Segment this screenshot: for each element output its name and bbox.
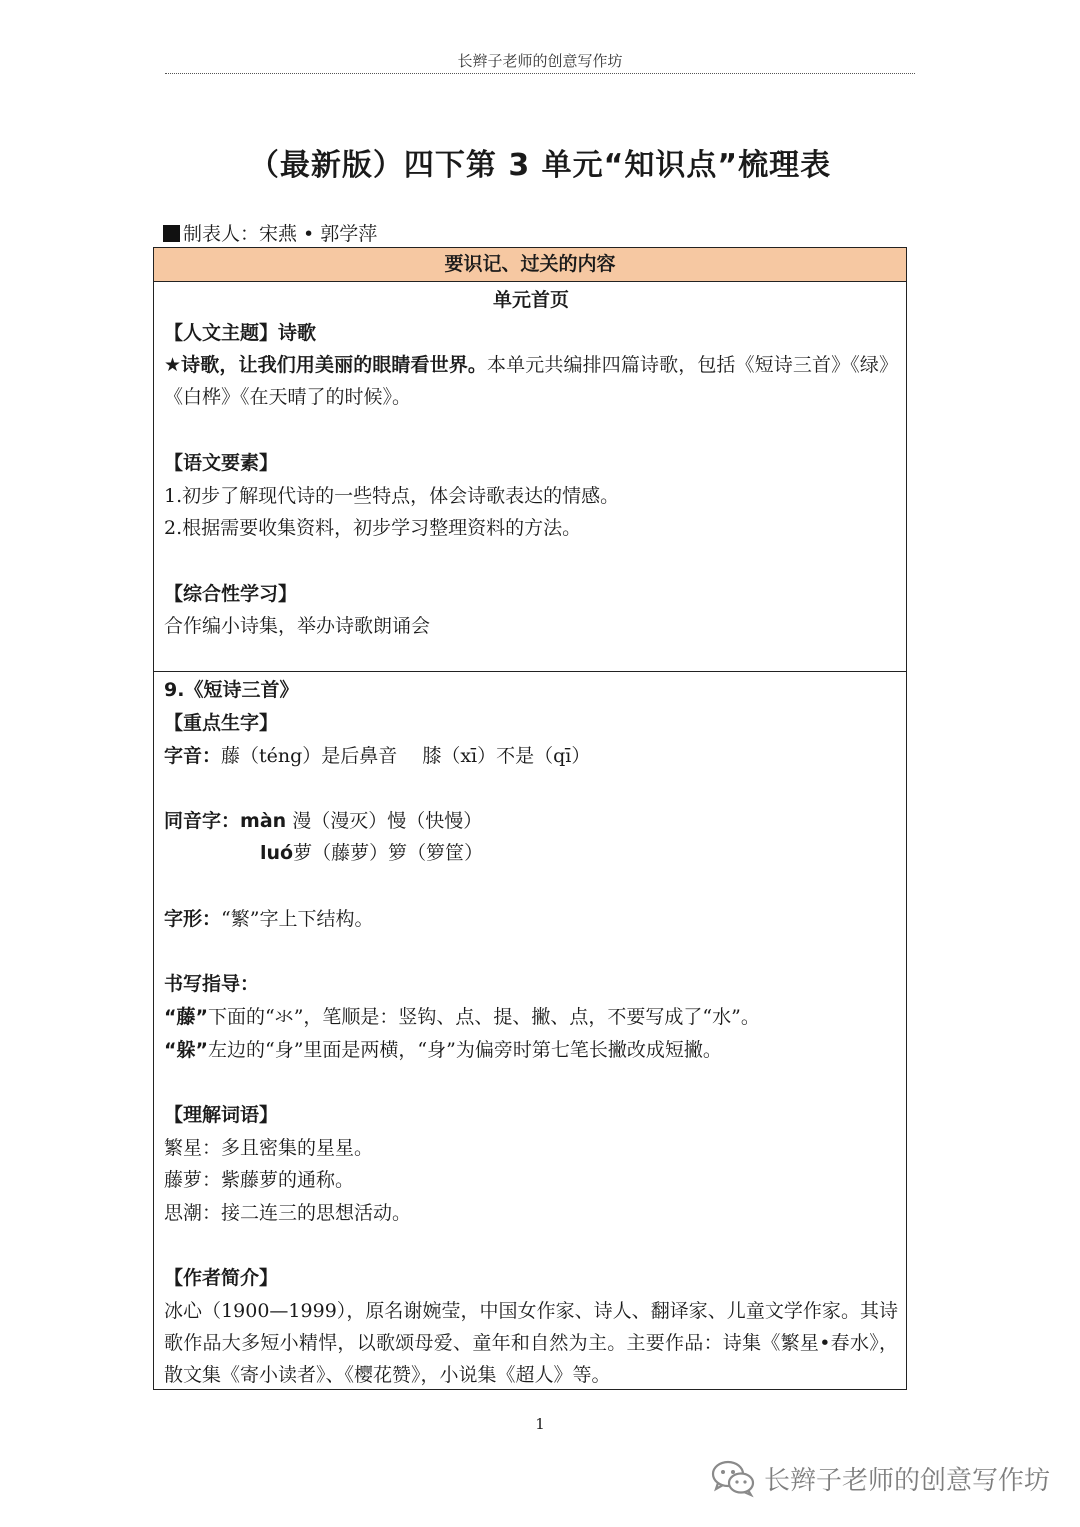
writing-label: 书写指导： [164, 973, 260, 995]
wechat-icon [710, 1458, 756, 1498]
study-label: 【综合性学习】 [164, 583, 298, 605]
word-item: 思潮：接二连三的思想活动。 [164, 1202, 412, 1224]
elements-label: 【语文要素】 [164, 452, 279, 474]
writing-tip [164, 1034, 898, 1066]
maker-line [163, 219, 377, 246]
element-item: 2.根据需要收集资料，初步学习整理资料的方法。 [164, 517, 582, 539]
homophone-text: 漫（漫灭）慢（快慢） [286, 810, 483, 832]
homophone-text: 萝（藤萝）箩（箩筐） [293, 842, 484, 864]
shape-line [164, 903, 898, 935]
theme-label: 【人文主题】诗歌 [164, 322, 317, 344]
header-divider [165, 73, 915, 74]
maker-text: 制表人：宋燕 • 郭学萍 [183, 223, 378, 245]
writing-tip [164, 1001, 898, 1033]
section-unit-home [154, 282, 906, 672]
sound-label: 字音： [164, 745, 222, 767]
writing-char: “躲” [164, 1039, 208, 1061]
study-text: 合作编小诗集，举办诗歌朗诵会 [164, 615, 431, 637]
element-item: 1.初步了解现代诗的一些特点，体会诗歌表达的情感。 [164, 485, 620, 507]
page-header: 长辫子老师的创意写作坊 [457, 52, 623, 70]
section-lesson-9 [154, 672, 906, 1389]
sound-text: 藤（téng）是后鼻音 膝（xī）不是（qī） [221, 745, 591, 767]
writing-text: 左边的“身”里面是两横，“身”为偏旁时第七笔长撇改成短撇。 [207, 1039, 722, 1061]
watermark [710, 1458, 1050, 1498]
writing-char: “藤” [164, 1006, 208, 1028]
square-bullet-icon [163, 225, 180, 242]
theme-text: 本单元共编排四篇诗歌，包括《短诗三首》《绿》《白桦》《在天晴了的时候》。 [164, 354, 898, 408]
homophone-label: 同音字： [164, 810, 241, 832]
homophone-line-2 [164, 837, 898, 869]
table-header: 要识记、过关的内容 [154, 248, 906, 282]
pinyin: màn [240, 810, 287, 832]
homophone-line-1 [164, 805, 898, 837]
page-number: 1 [535, 1415, 545, 1433]
word-item: 繁星：多且密集的星星。 [164, 1137, 374, 1159]
theme-bold: ★诗歌，让我们用美丽的眼睛看世界。 [164, 354, 488, 376]
theme-paragraph [164, 349, 898, 413]
sound-line [164, 740, 898, 772]
author-text: 冰心（1900—1999），原名谢婉莹，中国女作家、诗人、翻译家、儿童文学作家。其诗歌作品大多短小精悍，以歌颂母爱、童年和自然为主。主要作品：诗集《繁星•春水》，散文集《寄小读者》、《樱花赞》，小说集《超人》等。 [164, 1300, 898, 1386]
knowledge-table [153, 247, 907, 1390]
watermark-text: 长辫子老师的创意写作坊 [763, 1465, 1050, 1496]
shape-label: 字形： [164, 908, 222, 930]
section-title: 单元首页 [492, 289, 569, 311]
pinyin: luó [260, 842, 294, 864]
document-title: （最新版）四下第 3 单元“知识点”梳理表 [248, 148, 832, 183]
words-label: 【理解词语】 [164, 1104, 279, 1126]
author-label: 【作者简介】 [164, 1267, 279, 1289]
writing-text: 下面的“氺”，笔顺是：竖钩、点、提、撇、点，不要写成了“水”。 [207, 1006, 760, 1028]
lesson-title: 9.《短诗三首》 [164, 679, 299, 701]
chars-label: 【重点生字】 [164, 712, 279, 734]
shape-text: “繁”字上下结构。 [221, 908, 374, 930]
word-item: 藤萝：紫藤萝的通称。 [164, 1169, 355, 1191]
